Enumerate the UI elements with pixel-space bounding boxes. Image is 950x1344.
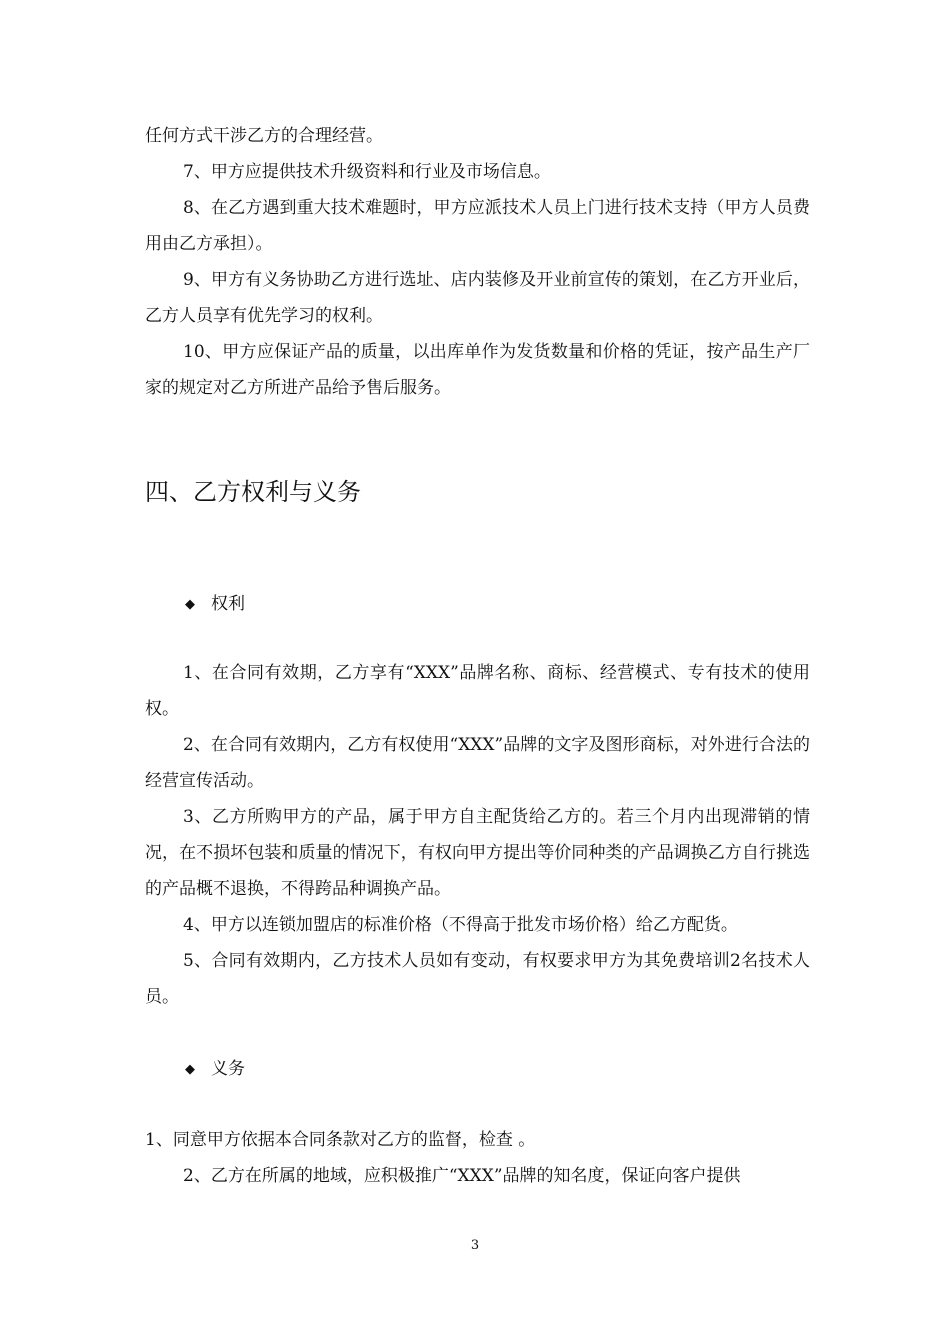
list-item: 2、乙方在所属的地域，应积极推广“XXX”品牌的知名度，保证向客户提供 [183, 1166, 741, 1186]
paragraph: 10、甲方应保证产品的质量，以出库单作为发货数量和价格的凭证，按产品生产厂家的规定对乙方所进产品给予售后服务。 [145, 342, 810, 398]
duties-title: 义务 [211, 1059, 245, 1079]
duties-subheading [185, 1054, 245, 1085]
duties-list [145, 1122, 810, 1194]
list-item: 2、在合同有效期内，乙方有权使用“XXX”品牌的文字及图形商标，对外进行合法的经营宣传活动。 [145, 735, 810, 791]
diamond-bullet-icon: ◆ [185, 597, 195, 612]
list-item: 1、同意甲方依据本合同条款对乙方的监督，检查 。 [145, 1130, 536, 1150]
party-a-obligations-continued [145, 118, 810, 406]
list-item: 3、乙方所购甲方的产品，属于甲方自主配货给乙方的。若三个月内出现滞销的情况，在不损坏包装和质量的情况下，有权向甲方提出等价同种类的产品调换乙方自行挑选的产品概不退换，不得跨品种调换产品。 [145, 807, 810, 899]
diamond-bullet-icon: ◆ [185, 1062, 195, 1077]
paragraph: 8、在乙方遇到重大技术难题时，甲方应派技术人员上门进行技术支持（甲方人员费用由乙方承担）。 [145, 198, 810, 254]
paragraph: 7、甲方应提供技术升级资料和行业及市场信息。 [183, 162, 551, 182]
list-item: 5、合同有效期内，乙方技术人员如有变动，有权要求甲方为其免费培训2名技术人员。 [145, 951, 810, 1007]
page-number: 3 [470, 1238, 480, 1253]
paragraph: 9、甲方有义务协助乙方进行选址、店内装修及开业前宣传的策划，在乙方开业后，乙方人员享有优先学习的权利。 [145, 270, 810, 326]
list-item: 4、甲方以连锁加盟店的标准价格（不得高于批发市场价格）给乙方配货。 [183, 915, 738, 935]
paragraph: 任何方式干涉乙方的合理经营。 [145, 126, 383, 146]
section-heading: 四、乙方权利与义务 [145, 478, 361, 506]
list-item: 1、在合同有效期，乙方享有“XXX”品牌名称、商标、经营模式、专有技术的使用权。 [145, 663, 810, 719]
rights-title: 权利 [211, 594, 245, 614]
rights-subheading [185, 589, 245, 620]
rights-list [145, 655, 810, 1015]
